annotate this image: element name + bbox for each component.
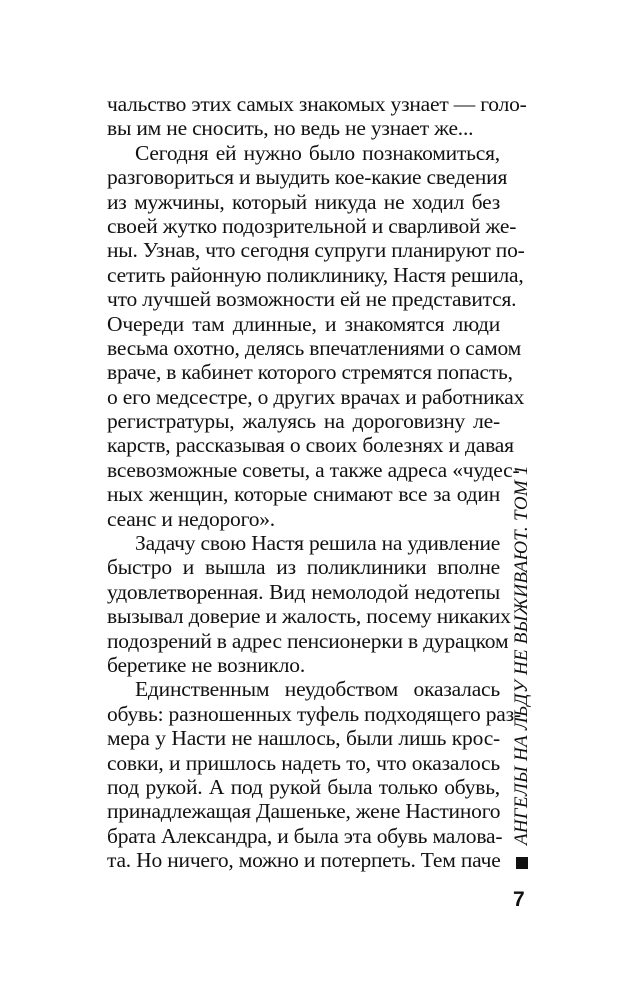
text-line: карств, рассказывая о своих болезнях и давая — [107, 433, 514, 458]
text-line: беретике не возникло. — [107, 652, 306, 677]
text-line: принадлежащая Дашеньке, жене Настиного — [107, 799, 501, 824]
text-line: разговориться и выудить кое-какие сведения — [107, 165, 508, 190]
running-head — [502, 465, 542, 875]
text-line: из мужчины, который никуда не ходил без — [107, 189, 500, 214]
text-line: что лучшей возможности ей не представится. — [107, 287, 517, 312]
text-line: совки, и пришлось надеть то, что оказалось — [107, 750, 500, 775]
text-line: под рукой. А под рукой была только обувь, — [107, 774, 500, 799]
text-line: удовлетворенная. Вид немолодой недотепы — [107, 579, 500, 604]
text-line: вызывал доверие и жалость, посему никаких — [107, 604, 511, 629]
text-line: Единственным неудобством оказалась — [135, 677, 500, 702]
text-line: враче, в кабинет которого стремятся попасть, — [107, 360, 513, 385]
text-line: ны. Узнав, что сегодня супруги планируют по- — [107, 238, 525, 263]
page-number: 7 — [513, 888, 525, 911]
text-line: мера у Насти не нашлось, были лишь крос- — [107, 726, 500, 751]
text-line: Очереди там длинные, и знакомятся люди — [107, 311, 500, 336]
text-line: чальство этих самых знакомых узнает — голо- — [107, 92, 527, 116]
text-line: о его медсестре, о других врачах и работниках — [107, 384, 525, 409]
text-line: регистратуры, жалуясь на дороговизну ле- — [107, 409, 500, 434]
text-line: та. Но ничего, можно и потерпеть. Тем паче — [107, 848, 501, 873]
text-line: вы им не сносить, но ведь не узнает же... — [107, 116, 474, 141]
text-line: брата Александра, и была эта обувь малова- — [107, 823, 503, 848]
running-head-square-marker — [516, 857, 528, 869]
text-line: сеанс и недорого». — [107, 506, 275, 531]
text-line: весьма охотно, делясь впечатлениями о самом — [107, 335, 522, 360]
text-line: обувь: разношенных туфель подходящего раз- — [107, 701, 521, 726]
text-line: Сегодня ей нужно было познакомиться, — [135, 140, 500, 165]
running-head-title: АНГЕЛЫ НА ЛЬДУ НЕ ВЫЖИВАЮТ. ТОМ 1 — [511, 465, 532, 845]
text-line: быстро и вышла из поликлиники вполне — [107, 555, 500, 580]
text-line: всевозможные советы, а также адреса «чудес- — [107, 457, 520, 482]
text-line: ных женщин, которые снимают все за один — [107, 482, 500, 507]
text-line: Задачу свою Настя решила на удивление — [135, 531, 501, 556]
text-line: своей жутко подозрительной и сварливой же- — [107, 213, 517, 238]
text-line: подозрений в адрес пенсионерки в дурацком — [107, 628, 509, 653]
text-line: сетить районную поликлинику, Настя решила, — [107, 262, 524, 287]
